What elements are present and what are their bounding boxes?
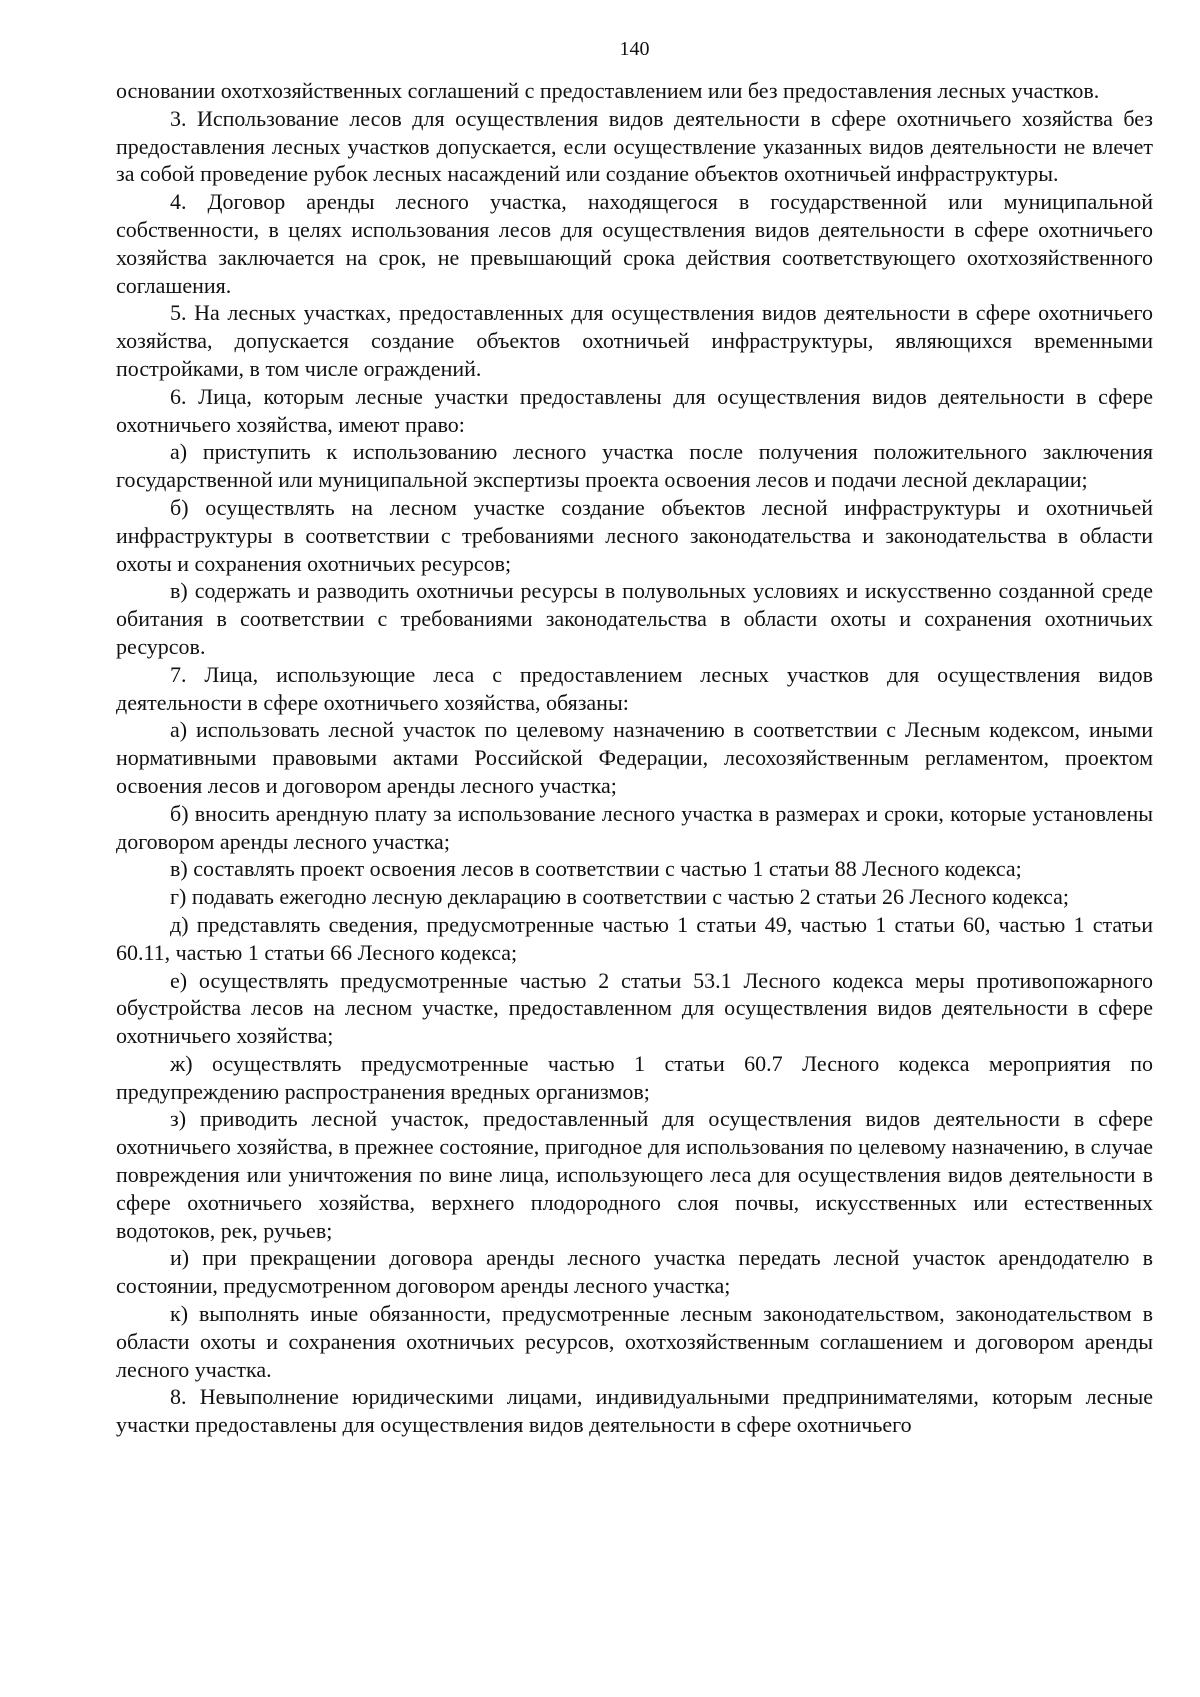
paragraph: б) осуществлять на лесном участке создание объектов лесной инфраструктуры и охотничьей инфраструктуры в соответствии с требованиями лесного законодательства и законодательства в области охоты и сохранения охотничьих ресурсов; <box>116 494 1153 576</box>
paragraph: к) выполнять иные обязанности, предусмотренные лесным законодательством, законодательством в области охоты и сохранения охотничьих ресурсов, охотхозяйственным соглашением и договором аренды лесного участка. <box>116 1301 1153 1382</box>
paragraph: 8. Невыполнение юридическими лицами, индивидуальными предпринимателями, которым лесные участки предоставлены для осуществления видов деятельности в сфере охотничьего <box>116 1384 1153 1438</box>
paragraph: 6. Лица, которым лесные участки предоставлены для осуществления видов деятельности в сфере охотничьего хозяйства, имеют право: <box>116 383 1153 437</box>
paragraph: а) приступить к использованию лесного участка после получения положительного заключения государственной или муниципальной экспертизы проекта освоения лесов и подачи лесной декларации; <box>116 439 1153 493</box>
paragraph: 4. Договор аренды лесного участка, находящегося в государственной или муниципальной собственности, в целях использования лесов для осуществления видов деятельности в сфере охотничьего хозяйства заключается на срок, не превышающий срока действия соответствующего охотхозяйственного соглашения. <box>116 189 1153 298</box>
paragraph: и) при прекращении договора аренды лесного участка передать лесной участок арендодателю в состоянии, предусмотренном договором аренды лесного участка; <box>116 1245 1153 1299</box>
paragraph: б) вносить арендную плату за использование лесного участка в размерах и сроки, которые установлены договором аренды лесного участка; <box>116 800 1153 854</box>
paragraph: 3. Использование лесов для осуществления видов деятельности в сфере охотничьего хозяйства без предоставления лесных участков допускается, если осуществление указанных видов деятельности не влечет за собой проведение рубок лесных насаждений или создание объектов охотничьей инфраструктуры. <box>116 105 1153 187</box>
paragraph: а) использовать лесной участок по целевому назначению в соответствии с Лесным кодексом, иными нормативными правовыми актами Российской Федерации, лесохозяйственным регламентом, проектом освоения лесов и договором аренды лесного участка; <box>116 717 1153 798</box>
paragraph: 5. На лесных участках, предоставленных для осуществления видов деятельности в сфере охотничьего хозяйства, допускается создание объектов охотничьей инфраструктуры, являющихся временными постройками, в том числе ограждений. <box>116 300 1153 381</box>
paragraph: в) содержать и разводить охотничьи ресурсы в полувольных условиях и искусственно созданной среде обитания в соответствии с требованиями законодательства в области охоты и сохранения охотничьих ресурсов. <box>116 578 1153 659</box>
paragraph: в) составлять проект освоения лесов в соответствии с частью 1 статьи 88 Лесного кодекса; <box>170 856 1022 882</box>
paragraph: е) осуществлять предусмотренные частью 2 статьи 53.1 Лесного кодекса меры противопожарного обустройства лесов на лесном участке, предоставленном для осуществления видов деятельности в сфере охотничьего хозяйства; <box>116 967 1153 1049</box>
page-number: 140 <box>619 38 650 60</box>
paragraph: 7. Лица, использующие леса с предоставлением лесных участков для осуществления видов деятельности в сфере охотничьего хозяйства, обязаны: <box>116 661 1153 715</box>
paragraph: основании охотхозяйственных соглашений с предоставлением или без предоставления лесных участков. <box>116 78 1100 103</box>
paragraph: ж) осуществлять предусмотренные частью 1 статьи 60.7 Лесного кодекса мероприятия по предупреждению распространения вредных организмов; <box>116 1050 1153 1104</box>
document-page <box>116 36 1153 1439</box>
paragraph: д) представлять сведения, предусмотренные частью 1 статьи 49, частью 1 статьи 60, частью 1 статьи 60.11, частью 1 статьи 66 Лесного кодекса; <box>116 911 1153 965</box>
paragraph: г) подавать ежегодно лесную декларацию в соответствии с частью 2 статьи 26 Лесного кодекса; <box>170 884 1069 910</box>
paragraph: з) приводить лесной участок, предоставленный для осуществления видов деятельности в сфере охотничьего хозяйства, в прежнее состояние, пригодное для использования по целевому назначению, в случае повреждения или уничтожения по вине лица, использующего леса для осуществления видов деятельности в сфере охотничьего хозяйства, верхнего плодородного слоя почвы, искусственных или естественных водотоков, рек, ручьев; <box>116 1106 1153 1243</box>
document-body <box>116 77 1153 1439</box>
